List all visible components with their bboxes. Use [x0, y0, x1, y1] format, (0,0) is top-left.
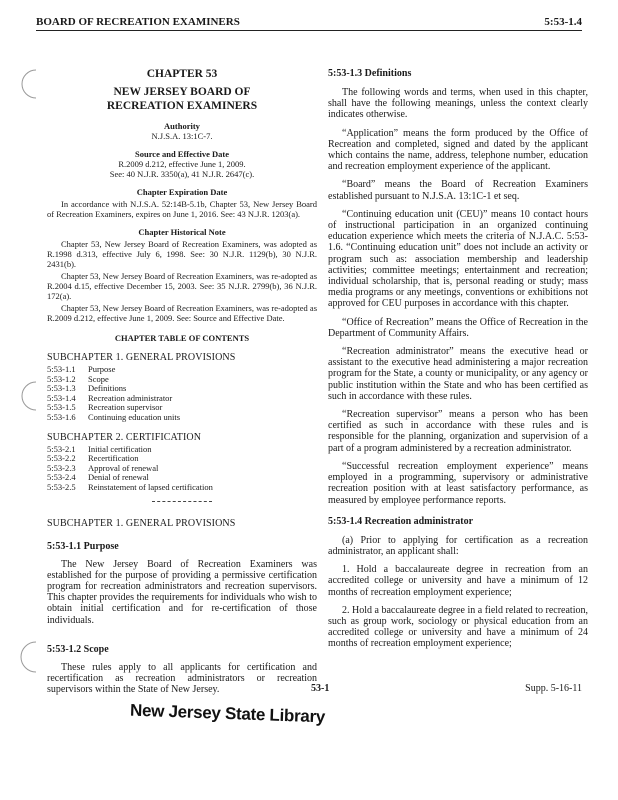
- toc-item: 5:53-2.4 Denial of renewal: [47, 472, 149, 483]
- toc-item: 5:53-1.2 Scope: [47, 373, 109, 384]
- source-line-1: R.2009 d.212, effective June 1, 2009.: [118, 159, 246, 169]
- definition-paragraph: “Recreation supervisor” means a person who has been certified as such in accordance with these rules and is responsible for the planning, organization and supervision of a part of a program administered by a recreation administrator.: [328, 409, 588, 454]
- header-rule: [36, 30, 582, 31]
- history-note-3: Chapter 53, New Jersey Board of Recreation Examiners, was re-adopted as R.2009 d.212, effective June 1, 2009. See: Source and Effective Date.: [47, 303, 317, 323]
- binder-holes: [2, 60, 42, 760]
- supplement-date: Supp. 5-16-11: [525, 683, 582, 694]
- toc-list-2: [47, 445, 317, 493]
- body-subchapter-heading: SUBCHAPTER 1. GENERAL PROVISIONS: [47, 517, 236, 529]
- chapter-number: CHAPTER 53: [146, 68, 218, 80]
- toc-item: 5:53-1.3 Definitions: [47, 383, 127, 394]
- chapter-title: NEW JERSEY BOARD OF RECREATION EXAMINERS: [106, 86, 258, 112]
- toc-item: 5:53-2.3 Approval of renewal: [47, 462, 159, 473]
- history-note-1: Chapter 53, New Jersey Board of Recreation Examiners, was adopted as R.1998 d.313, effective July 6, 1998. See: 30 N.J.R. 1129(b), 30 N.J.R. 2431(b).: [47, 239, 317, 269]
- toc-subchapter-1: SUBCHAPTER 1. GENERAL PROVISIONS: [47, 352, 236, 363]
- section-1-1-heading: 5:53-1.1 Purpose: [47, 540, 119, 552]
- section-1-2-heading: 5:53-1.2 Scope: [47, 643, 109, 655]
- toc-list-1: [47, 365, 317, 423]
- definition-paragraph: “Application” means the form produced by the Office of Recreation and completed, signed and dated by the applicant which contains the name, address, telephone number, education and recreation employment experience of the applicant.: [328, 127, 588, 173]
- section-1-4-heading: 5:53-1.4 Recreation administrator: [328, 515, 474, 527]
- expiration-text: In accordance with N.J.S.A. 52:14B-5.1b, Chapter 53, New Jersey Board of Recreation Examiners, expires on June 1, 2016. See: 43 N.J.R. 1203(a).: [47, 199, 317, 219]
- requirement-paragraph: 1. Hold a baccalaureate degree in recreation from an accredited college or university and have a minimum of 12 months of recreation employment experience;: [328, 564, 588, 598]
- right-column: [328, 68, 588, 657]
- toc-item: 5:53-1.5 Recreation supervisor: [47, 402, 163, 413]
- expiration-heading: Chapter Expiration Date: [136, 187, 228, 197]
- definition-paragraph: “Office of Recreation” means the Office of Recreation in the Department of Community Affairs.: [328, 316, 588, 339]
- definition-paragraph: “Continuing education unit (CEU)” means 10 contact hours of instructional participation in an organized continuing education experience which meets the criteria of N.J.A.C. 5:53-1.6. “Continuing education unit” does not include an activity or program such as: association membership and leadership activities; committee meetings; entertainment and recreation; individual scholarship, that is, personal reading or study; mass media programs or any meetings, conventions or exhibitions not approved for CEU purposes in accordance with this chapter.: [328, 208, 588, 310]
- toc-item: 5:53-1.4 Recreation administrator: [47, 392, 173, 403]
- definition-paragraph: The following words and terms, when used in this chapter, shall have the following meanings, unless the context clearly indicates otherwise.: [328, 87, 588, 121]
- section-1-3-heading: 5:53-1.3 Definitions: [328, 68, 412, 79]
- running-header: [36, 10, 582, 28]
- history-note-2: Chapter 53, New Jersey Board of Recreation Examiners, was re-adopted as R.2004 d.15, effective December 15, 2003. See: 35 N.J.R. 2799(b), 36 N.J.R. 172(a).: [47, 271, 317, 301]
- toc-item: 5:53-2.5 Reinstatement of lapsed certification: [47, 481, 213, 492]
- toc-heading: CHAPTER TABLE OF CONTENTS: [114, 333, 250, 343]
- section-1-1-text: The New Jersey Board of Recreation Examiners was established for the purpose of providing a permissive certification program for recreation administrators and recreation supervisors. This chapter provides the requirements for individuals who wish to obtain initial certification and for re-certification of those individuals.: [47, 558, 317, 626]
- page-footer: [36, 683, 582, 697]
- definition-paragraph: “Board” means the Board of Recreation Examiners established pursuant to N.J.S.A. 13:1C-1 et seq.: [328, 179, 588, 202]
- definition-paragraph: “Successful recreation employment experience” means employed in a programming, supervisory or administrative recreation position with at least satisfactory performance, as measured by employee performance reports.: [328, 460, 588, 506]
- library-stamp: New Jersey State Library: [129, 700, 326, 727]
- toc-item: 5:53-2.1 Initial certification: [47, 443, 152, 454]
- source-line-2: See: 40 N.J.R. 3350(a), 41 N.J.R. 2647(c).: [109, 169, 255, 179]
- authority-heading: Authority: [164, 121, 200, 131]
- header-section: 5:53-1.4: [544, 16, 582, 28]
- source-heading: Source and Effective Date: [134, 149, 230, 159]
- toc-subchapter-2: SUBCHAPTER 2. CERTIFICATION: [47, 431, 202, 443]
- left-column: [47, 68, 317, 695]
- section-1-2-text: These rules apply to all applicants for certification and recertification as recreation administrators or recreation supervisors within the State of New Jersey.: [47, 661, 317, 696]
- authority-text: N.J.S.A. 13:1C-7.: [151, 131, 213, 141]
- toc-item: 5:53-1.6 Continuing education units: [47, 411, 181, 422]
- definition-paragraph: “Recreation administrator” means the executive head or assistant to the executive head administering a major recreation program for the State, a county or municipality, or any agency or public institution within the State and who has been certified as such in accordance with these rules.: [328, 346, 588, 402]
- toc-separator: [152, 501, 212, 502]
- page-number: 53-1: [311, 683, 330, 694]
- toc-item: 5:53-1.1 Purpose: [47, 364, 116, 374]
- toc-item: 5:53-2.2 Recertification: [47, 453, 139, 464]
- requirement-paragraph: 2. Hold a baccalaureate degree in a field related to recreation, such as group work, sociology or physical education from an accredited college or university and have a minimum of 24 months of recreation employment experience;: [328, 604, 588, 650]
- requirement-paragraph: (a) Prior to applying for certification as a recreation administrator, an applicant shall:: [328, 534, 588, 557]
- header-title: BOARD OF RECREATION EXAMINERS: [36, 16, 240, 28]
- history-heading: Chapter Historical Note: [138, 227, 226, 237]
